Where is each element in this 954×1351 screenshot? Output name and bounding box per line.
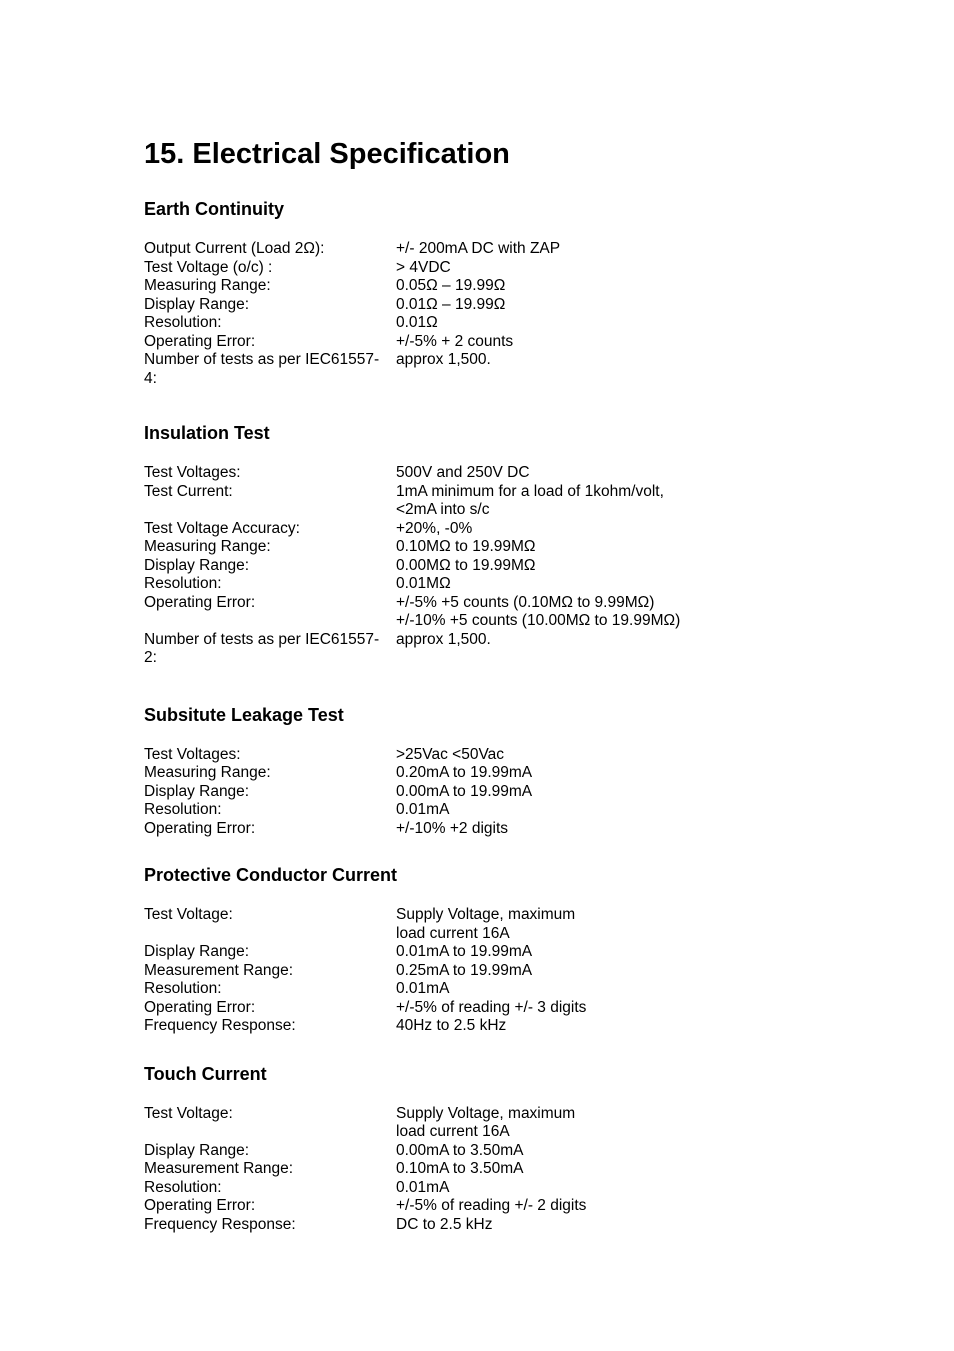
spec-row (144, 746, 844, 765)
spec-row (144, 314, 844, 333)
section-heading: Insulation Test (144, 423, 270, 443)
spec-row (144, 980, 844, 999)
spec-row (144, 764, 844, 783)
spec-value (396, 1160, 844, 1179)
spec-value-line: 0.01MΩ (396, 575, 451, 592)
spec-value (396, 575, 844, 594)
spec-label (144, 764, 396, 783)
spec-label-line: Number of tests as per IEC61557- (144, 351, 380, 368)
spec-label (144, 538, 396, 557)
section-heading: Subsitute Leakage Test (144, 704, 344, 725)
document-page (144, 134, 844, 1234)
spec-label-line: Resolution: (144, 801, 222, 818)
spec-label (144, 980, 396, 999)
spec-row (144, 277, 844, 296)
spec-label-line: Operating Error: (144, 593, 256, 611)
spec-value (396, 594, 844, 631)
spec-label (144, 259, 396, 278)
spec-label (144, 943, 396, 962)
spec-row (144, 1142, 844, 1161)
spec-label (144, 240, 396, 259)
spec-value-line: >25Vac <50Vac (396, 745, 505, 763)
spec-value (396, 943, 844, 962)
spec-value-line: 0.01mA (396, 1178, 450, 1196)
spec-value-line: 40Hz to 2.5 kHz (396, 1017, 507, 1034)
spec-value (396, 1179, 844, 1198)
spec-row (144, 962, 844, 981)
spec-value-line: +/-5% + 2 counts (396, 332, 514, 350)
spec-label (144, 594, 396, 631)
spec-label (144, 464, 396, 483)
spec-label-line: Display Range: (144, 782, 250, 800)
spec-label (144, 820, 396, 839)
spec-row (144, 906, 844, 943)
spec-label (144, 483, 396, 520)
spec-value-line: 0.01Ω – 19.99Ω (396, 295, 506, 313)
spec-section (144, 198, 844, 388)
spec-value-line: 0.00MΩ to 19.99MΩ (396, 556, 536, 574)
spec-label (144, 314, 396, 333)
spec-label-line: Measuring Range: (144, 538, 271, 555)
spec-label-line: Resolution: (144, 575, 222, 592)
spec-value-line: > 4VDC (396, 258, 451, 276)
spec-label-line: Test Voltage Accuracy: (144, 519, 300, 537)
spec-value-line: Supply Voltage, maximum (396, 906, 576, 923)
spec-row (144, 483, 844, 520)
spec-value (396, 906, 844, 943)
spec-value (396, 631, 844, 668)
spec-label-line: Display Range: (144, 1141, 250, 1159)
spec-row (144, 1160, 844, 1179)
spec-value (396, 764, 844, 783)
spec-label (144, 520, 396, 539)
spec-label-line: Measuring Range: (144, 277, 271, 294)
spec-row (144, 594, 844, 631)
spec-value-line: 0.01mA (396, 980, 450, 997)
spec-row (144, 820, 844, 839)
spec-label-line: Test Voltage: (144, 906, 233, 923)
spec-label (144, 746, 396, 765)
spec-value (396, 259, 844, 278)
spec-row (144, 1179, 844, 1198)
spec-label-line: Number of tests as per IEC61557- (144, 630, 380, 648)
section-heading: Touch Current (144, 1063, 267, 1084)
spec-row (144, 259, 844, 278)
spec-label (144, 906, 396, 943)
spec-value (396, 538, 844, 557)
spec-row (144, 464, 844, 483)
page-title: 15. Electrical Specification (144, 138, 510, 170)
spec-section (144, 1063, 844, 1235)
spec-label-line: 2: (144, 649, 157, 666)
spec-label (144, 1216, 396, 1235)
spec-label (144, 1179, 396, 1198)
spec-label (144, 557, 396, 576)
spec-table (144, 240, 844, 388)
spec-label-line: Resolution: (144, 314, 222, 331)
spec-value-line: +/-5% of reading +/- 3 digits (396, 998, 587, 1016)
spec-value-line: +/- 200mA DC with ZAP (396, 240, 561, 257)
spec-label (144, 1142, 396, 1161)
spec-value (396, 296, 844, 315)
spec-value (396, 520, 844, 539)
spec-value (396, 333, 844, 352)
spec-row (144, 520, 844, 539)
spec-section (144, 704, 844, 839)
spec-value (396, 314, 844, 333)
spec-value-line: 0.00mA to 19.99mA (396, 782, 533, 800)
spec-value (396, 820, 844, 839)
spec-row (144, 575, 844, 594)
spec-value-line: approx 1,500. (396, 351, 491, 368)
spec-value-line: 0.10mA to 3.50mA (396, 1160, 524, 1177)
spec-row (144, 240, 844, 259)
spec-value-line: +/-5% of reading +/- 2 digits (396, 1197, 587, 1214)
spec-label (144, 631, 396, 668)
section-heading: Earth Continuity (144, 199, 284, 219)
spec-value-line: load current 16A (396, 1123, 510, 1140)
spec-label-line: Display Range: (144, 295, 250, 313)
spec-value-line: approx 1,500. (396, 630, 491, 648)
spec-row (144, 296, 844, 315)
spec-value (396, 1142, 844, 1161)
spec-label-line: Display Range: (144, 556, 250, 574)
spec-value-line: +20%, -0% (396, 519, 473, 537)
spec-row (144, 1105, 844, 1142)
spec-label (144, 575, 396, 594)
spec-label-line: Test Voltage: (144, 1104, 233, 1122)
spec-value (396, 1216, 844, 1235)
spec-label-line: Measurement Range: (144, 1160, 294, 1177)
spec-value (396, 1197, 844, 1216)
spec-row (144, 801, 844, 820)
spec-row (144, 999, 844, 1018)
spec-label-line: Measuring Range: (144, 764, 271, 781)
spec-label-line: Measurement Range: (144, 961, 294, 979)
spec-value-line: 0.00mA to 3.50mA (396, 1141, 524, 1159)
spec-value (396, 962, 844, 981)
spec-table (144, 1105, 844, 1235)
spec-value-line: 0.20mA to 19.99mA (396, 764, 533, 781)
spec-value-line: <2mA into s/c (396, 501, 490, 518)
spec-value (396, 240, 844, 259)
spec-value (396, 1017, 844, 1036)
spec-label-line: Operating Error: (144, 998, 256, 1016)
spec-label-line: Resolution: (144, 980, 222, 997)
spec-value-line: +/-10% +2 digits (396, 819, 509, 837)
spec-row (144, 783, 844, 802)
spec-value (396, 464, 844, 483)
spec-label (144, 277, 396, 296)
spec-label-line: Test Voltages: (144, 464, 241, 481)
spec-value-line: +/-5% +5 counts (0.10MΩ to 9.99MΩ) (396, 593, 655, 611)
spec-row (144, 631, 844, 668)
spec-label-line: Operating Error: (144, 1197, 256, 1214)
spec-label (144, 1197, 396, 1216)
spec-row (144, 538, 844, 557)
spec-value-line: 0.05Ω – 19.99Ω (396, 277, 506, 294)
spec-label (144, 962, 396, 981)
spec-section (144, 422, 844, 668)
spec-sections (144, 198, 844, 1234)
spec-value (396, 557, 844, 576)
spec-row (144, 557, 844, 576)
spec-label-line: Resolution: (144, 1178, 222, 1196)
spec-row (144, 1216, 844, 1235)
spec-label (144, 1105, 396, 1142)
spec-value (396, 1105, 844, 1142)
spec-value-line: 1mA minimum for a load of 1kohm/volt, (396, 482, 664, 500)
spec-label (144, 801, 396, 820)
spec-row (144, 351, 844, 388)
spec-row (144, 1197, 844, 1216)
spec-value-line: DC to 2.5 kHz (396, 1215, 493, 1233)
spec-value (396, 801, 844, 820)
spec-value (396, 483, 844, 520)
spec-label-line: Test Voltage (o/c) : (144, 258, 273, 276)
spec-label (144, 296, 396, 315)
spec-label-line: Frequency Response: (144, 1215, 296, 1233)
spec-value (396, 980, 844, 999)
spec-label-line: Output Current (Load 2Ω): (144, 240, 325, 257)
spec-label (144, 1017, 396, 1036)
spec-label-line: Operating Error: (144, 332, 256, 350)
spec-label (144, 783, 396, 802)
spec-label-line: Frequency Response: (144, 1017, 296, 1034)
spec-value-line: 0.25mA to 19.99mA (396, 961, 533, 979)
spec-value-line: 0.10MΩ to 19.99MΩ (396, 538, 536, 555)
spec-value-line: Supply Voltage, maximum (396, 1104, 576, 1122)
spec-value-line: 500V and 250V DC (396, 464, 530, 481)
spec-value-line: 0.01Ω (396, 314, 438, 331)
spec-value (396, 351, 844, 388)
spec-label-line: Test Current: (144, 482, 233, 500)
spec-label (144, 351, 396, 388)
spec-label (144, 1160, 396, 1179)
spec-value-line: 0.01mA to 19.99mA (396, 943, 533, 960)
spec-value (396, 277, 844, 296)
spec-table (144, 906, 844, 1036)
spec-row (144, 1017, 844, 1036)
spec-value-line: 0.01mA (396, 801, 450, 818)
spec-label-line: 4: (144, 369, 157, 387)
spec-label-line: Operating Error: (144, 819, 256, 837)
spec-table (144, 464, 844, 668)
spec-label (144, 999, 396, 1018)
spec-value (396, 783, 844, 802)
spec-section (144, 864, 844, 1036)
spec-value-line: +/-10% +5 counts (10.00MΩ to 19.99MΩ) (396, 612, 681, 629)
spec-value (396, 999, 844, 1018)
spec-row (144, 943, 844, 962)
spec-value (396, 746, 844, 765)
spec-label-line: Display Range: (144, 943, 250, 960)
section-heading: Protective Conductor Current (144, 865, 398, 885)
spec-row (144, 333, 844, 352)
spec-table (144, 746, 844, 839)
spec-label (144, 333, 396, 352)
spec-label-line: Test Voltages: (144, 745, 241, 763)
spec-value-line: load current 16A (396, 924, 510, 942)
